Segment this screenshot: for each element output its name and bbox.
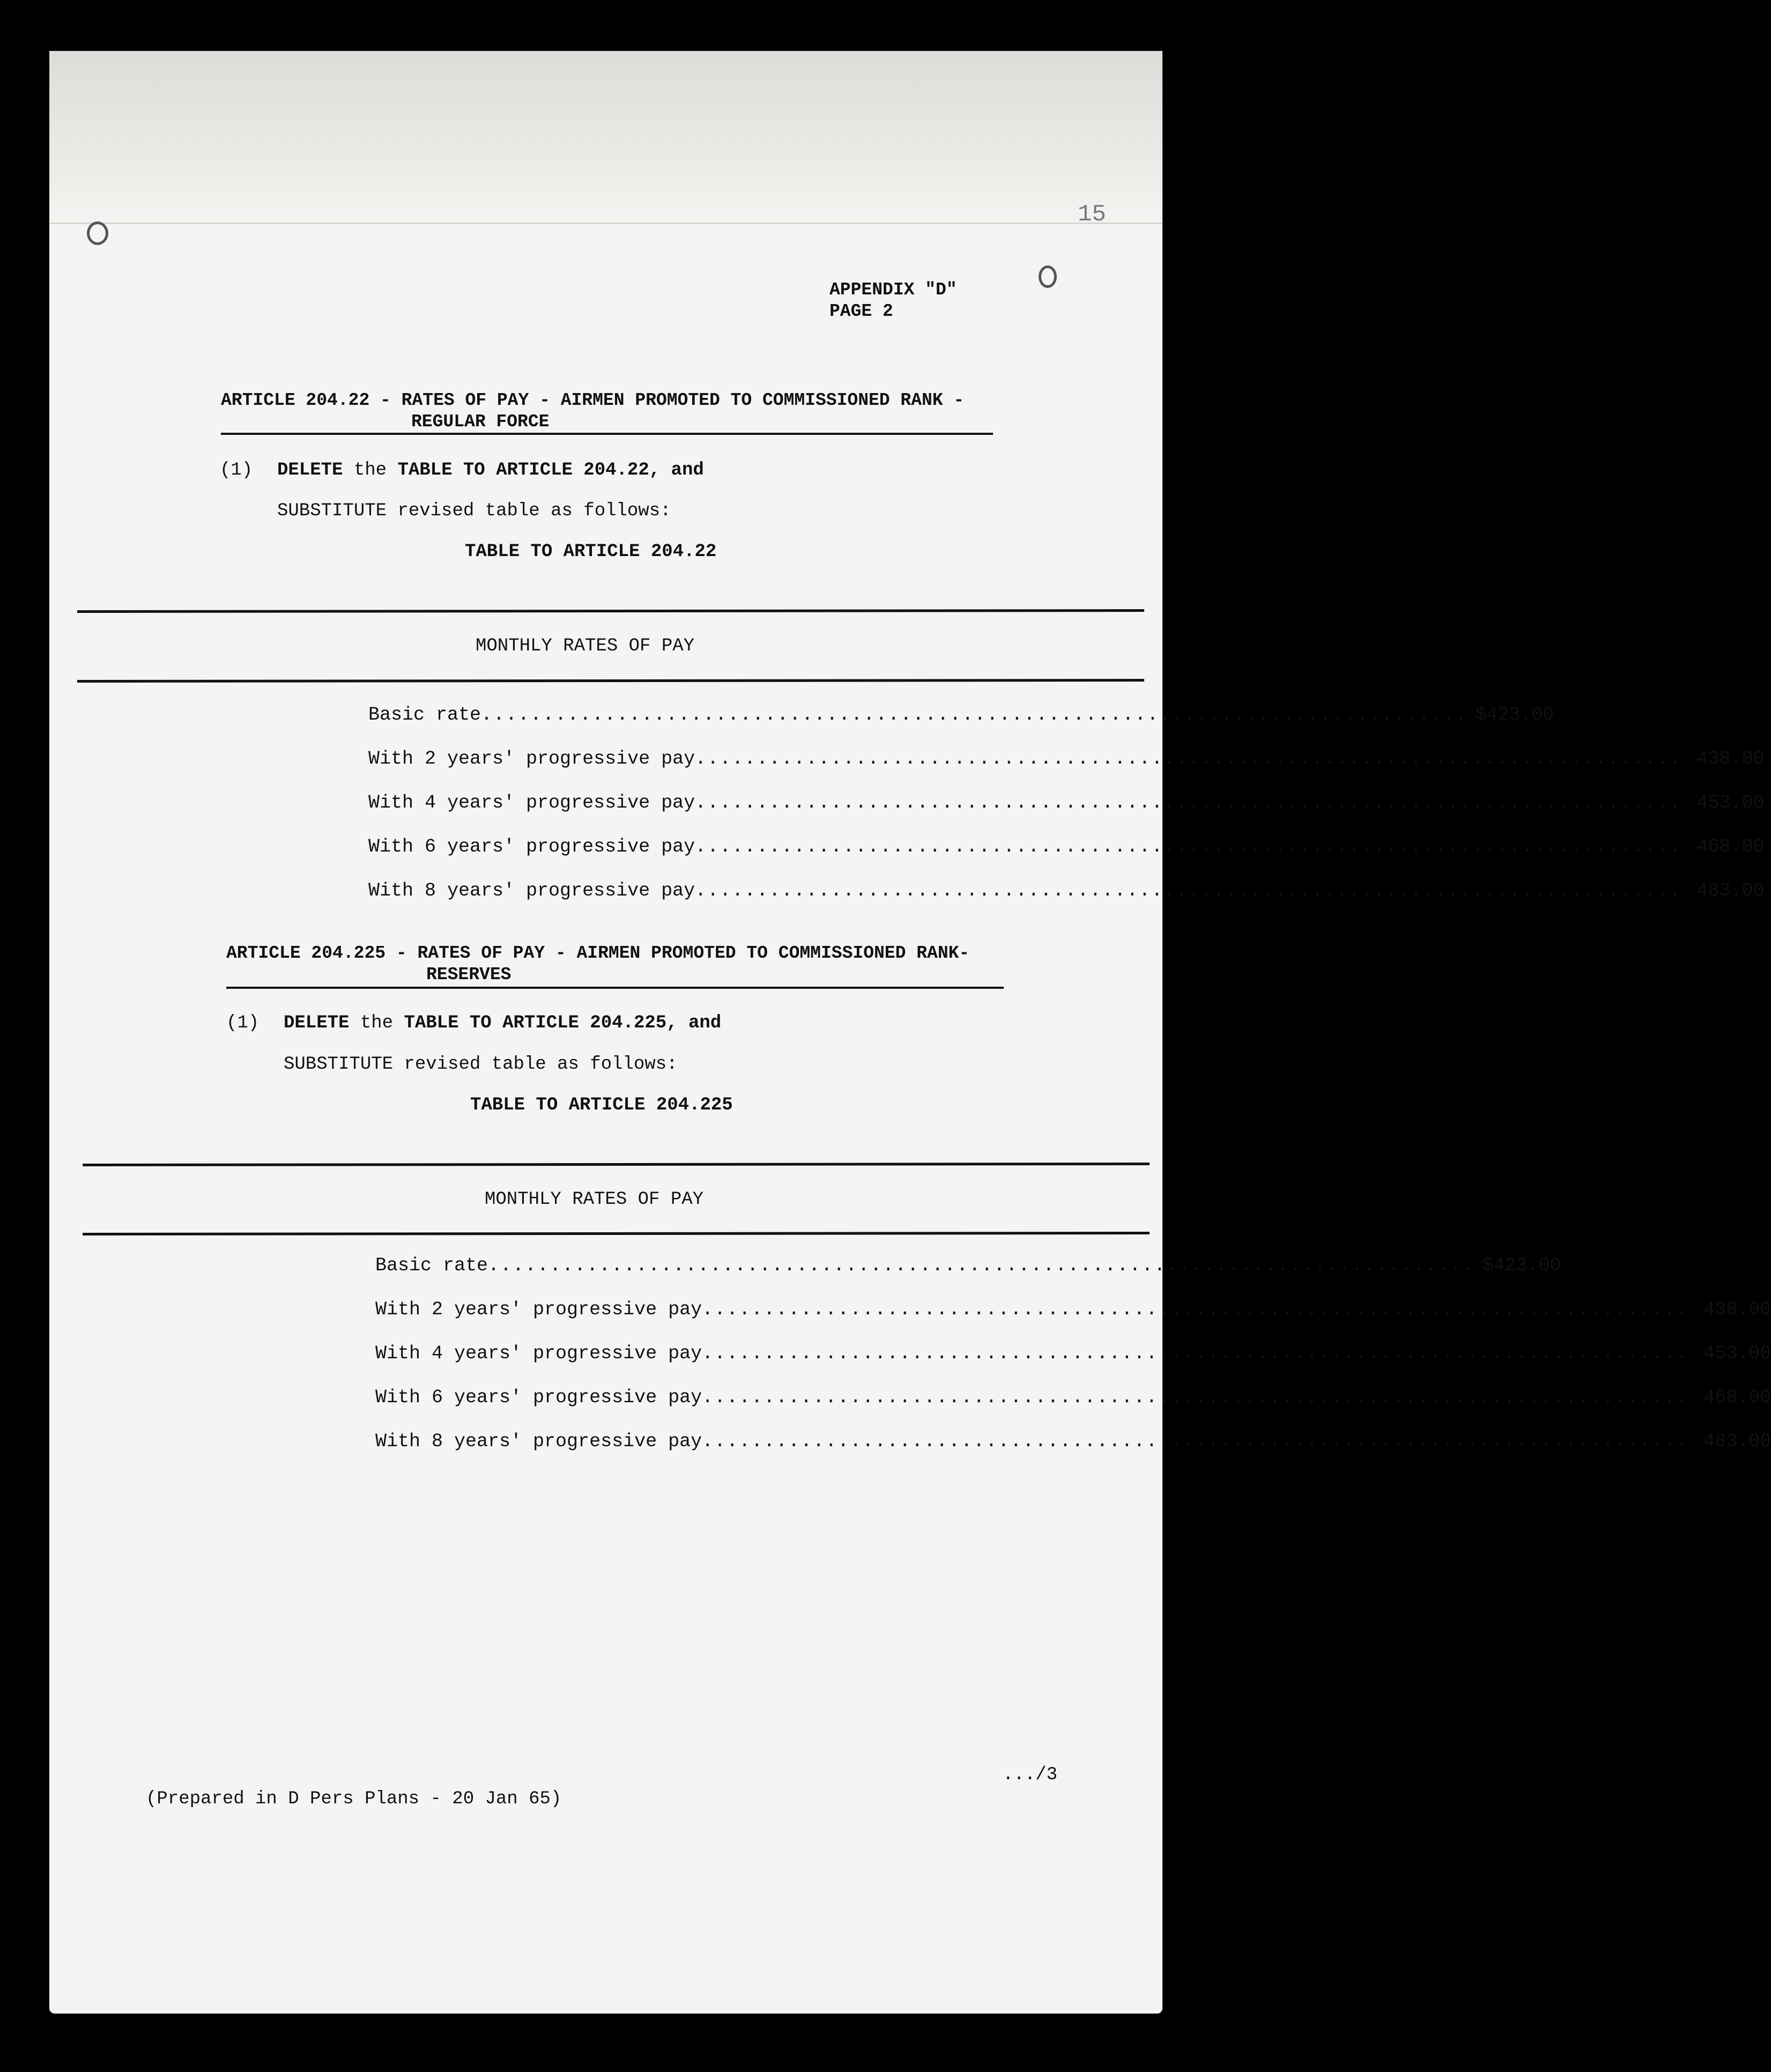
section2-pay-row-label: With 2 years' progressive pay xyxy=(375,1299,702,1320)
section2-pay-row xyxy=(375,1255,1561,1276)
section1-dot-leader: ................................................................................ xyxy=(695,880,1682,901)
section2-pay-row-amount: 468.00 xyxy=(1703,1387,1771,1408)
section2-dot-leader: ................................................................................ xyxy=(702,1431,1689,1452)
document-page xyxy=(49,51,1771,2014)
section1-table-title: TABLE TO ARTICLE 204.22 xyxy=(465,542,717,562)
section1-heading-cont: REGULAR FORCE xyxy=(411,412,550,432)
section1-pay-row-label: With 6 years' progressive pay xyxy=(368,836,695,857)
section1-pay-row-amount: 438.00 xyxy=(1696,748,1765,769)
section2-substitute-line: SUBSTITUTE revised table as follows: xyxy=(284,1054,678,1075)
appendix-label: APPENDIX "D" xyxy=(829,280,957,300)
section1-heading: ARTICLE 204.22 - RATES OF PAY - AIRMEN PROMOTED TO COMMISSIONED RANK - xyxy=(221,390,965,410)
section2-table-top-rule xyxy=(83,1163,1150,1166)
section1-pay-row-label: With 4 years' progressive pay xyxy=(368,792,695,813)
section1-substitute-line: SUBSTITUTE revised table as follows: xyxy=(277,501,671,521)
section1-dot-leader: ................................................................................ xyxy=(695,836,1682,857)
section1-pay-row xyxy=(368,836,1765,857)
section1-table-top-rule xyxy=(77,609,1144,613)
section2-table-header-rule xyxy=(83,1232,1150,1235)
section1-pay-row-amount: 453.00 xyxy=(1696,792,1765,813)
section2-delete-the: the xyxy=(360,1013,394,1033)
section1-pay-row xyxy=(368,748,1765,769)
section2-pay-row-label: With 4 years' progressive pay xyxy=(375,1343,702,1364)
section2-table-heading: MONTHLY RATES OF PAY xyxy=(485,1189,704,1210)
section1-dot-leader: ................................................................................ xyxy=(481,704,1468,726)
section2-item-number: (1) xyxy=(226,1013,260,1033)
section1-pay-row-amount: 483.00 xyxy=(1696,880,1765,901)
section1-pay-row-amount: $423.00 xyxy=(1475,704,1554,726)
section2-delete-word: DELETE xyxy=(284,1013,350,1033)
section2-dot-leader: ................................................................................ xyxy=(702,1299,1689,1320)
section1-pay-row xyxy=(368,880,1765,901)
section1-pay-row-amount: 468.00 xyxy=(1696,836,1765,857)
section1-delete-the: the xyxy=(353,460,387,480)
section1-pay-row xyxy=(368,704,1554,726)
section2-heading: ARTICLE 204.225 - RATES OF PAY - AIRMEN PROMOTED TO COMMISSIONED RANK- xyxy=(226,943,970,963)
section1-pay-row-label: Basic rate xyxy=(368,704,481,726)
section1-delete-line xyxy=(277,460,704,481)
section1-pay-row-label: With 8 years' progressive pay xyxy=(368,880,695,901)
appendix-page: PAGE 2 xyxy=(829,301,893,321)
section1-pay-row xyxy=(368,792,1765,813)
section2-pay-row xyxy=(375,1299,1771,1320)
section2-pay-row-amount: $423.00 xyxy=(1482,1255,1561,1276)
page-fold-shading xyxy=(49,51,1162,228)
section2-pay-row-amount: 483.00 xyxy=(1703,1431,1771,1452)
section2-pay-row-label: Basic rate xyxy=(375,1255,488,1276)
continued-marker: .../3 xyxy=(1003,1765,1058,1785)
punch-hole-left xyxy=(87,221,108,245)
section2-dot-leader: ................................................................................ xyxy=(488,1255,1475,1276)
section2-pay-row-label: With 6 years' progressive pay xyxy=(375,1387,702,1408)
fold-line xyxy=(49,223,1162,224)
section1-dot-leader: ................................................................................ xyxy=(695,792,1682,813)
section1-table-heading: MONTHLY RATES OF PAY xyxy=(476,636,695,656)
section2-heading-cont: RESERVES xyxy=(426,965,512,985)
section2-pay-row-amount: 438.00 xyxy=(1703,1299,1771,1320)
section1-delete-word: DELETE xyxy=(277,460,343,480)
section2-heading-underline xyxy=(226,987,1004,989)
section2-pay-row xyxy=(375,1343,1771,1364)
section1-heading-underline xyxy=(221,433,993,435)
section1-pay-row-label: With 2 years' progressive pay xyxy=(368,748,695,769)
section2-pay-row xyxy=(375,1431,1771,1452)
section2-pay-row-label: With 8 years' progressive pay xyxy=(375,1431,702,1452)
section1-item-number: (1) xyxy=(220,460,253,480)
section1-delete-target: TABLE TO ARTICLE 204.22, and xyxy=(397,460,704,480)
section2-delete-target: TABLE TO ARTICLE 204.225, and xyxy=(404,1013,722,1033)
section2-dot-leader: ................................................................................ xyxy=(702,1343,1689,1364)
section2-dot-leader: ................................................................................ xyxy=(702,1387,1689,1408)
section2-pay-row xyxy=(375,1387,1771,1408)
punch-hole-right xyxy=(1039,265,1057,288)
prepared-note: (Prepared in D Pers Plans - 20 Jan 65) xyxy=(146,1789,562,1809)
section2-delete-line xyxy=(284,1012,721,1034)
section1-dot-leader: ................................................................................ xyxy=(695,748,1682,769)
section1-table-header-rule xyxy=(77,679,1144,683)
section2-table-title: TABLE TO ARTICLE 204.225 xyxy=(470,1095,733,1115)
page-number-mark: 15 xyxy=(1078,201,1106,228)
section2-pay-row-amount: 453.00 xyxy=(1703,1343,1771,1364)
